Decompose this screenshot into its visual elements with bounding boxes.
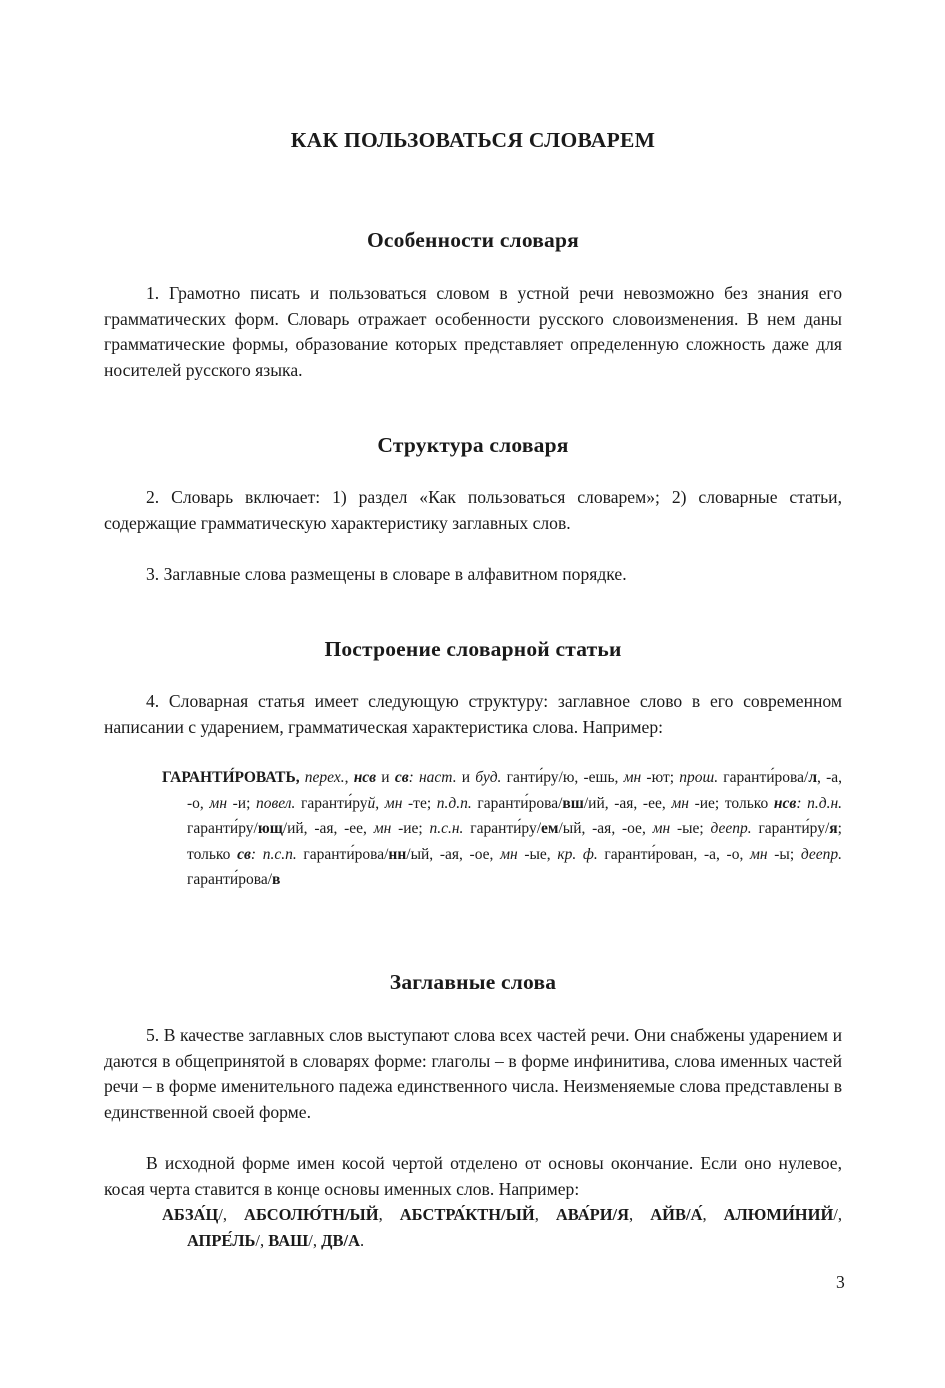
text-run: /ий, -ая, -ее, — [583, 794, 672, 812]
text-run: /, — [218, 1205, 245, 1224]
text-run: мн — [384, 794, 403, 812]
text-run: гаранти́ру/ — [751, 820, 830, 837]
text-run: мн — [373, 820, 392, 837]
text-run: мн — [750, 845, 768, 863]
text-run: мн — [671, 794, 689, 812]
text-run: мн — [623, 769, 642, 786]
page-number: 3 — [836, 1272, 845, 1292]
text-run: гаранти́ру — [295, 794, 368, 812]
text-run: АВА́РИ/Я — [555, 1205, 630, 1224]
text-run: л — [808, 769, 818, 786]
text-run: ДВ/А — [321, 1230, 360, 1250]
text-run: ; только — [187, 820, 842, 863]
heading-headwords: Заглавные слова — [389, 970, 557, 994]
text-run: св — [237, 845, 251, 863]
text-run: мн — [209, 794, 228, 812]
text-run: ем — [541, 820, 559, 837]
text-run: нсв — [773, 794, 797, 812]
text-run: . — [359, 1230, 365, 1250]
paragraph-5: 5. В качестве заглавных слов выступают слова всех частей речи. Они снабжены ударением и даются в общепринятой в словарях форме: глаголы – в форме инфинитива, слова именных частей речи – в форме именительного падежа единственного числа. Неизменяемые слова представлены в единственной своей форме. — [104, 1025, 842, 1122]
text-run: гаранти́рова/ — [718, 769, 809, 786]
text-run: й — [367, 794, 376, 812]
text-run: , -а, -о, — [187, 769, 843, 812]
text-run: ющ — [257, 820, 283, 837]
text-run: гаранти́ру/ — [463, 820, 542, 837]
heading-structure: Структура словаря — [377, 433, 569, 457]
text-run: : п.д.н. — [796, 794, 843, 812]
text-run: гаранти́рова/ — [471, 794, 563, 812]
text-run: : п.с.п. — [250, 845, 297, 863]
text-run: -ы; — [767, 845, 801, 863]
text-run: -и; — [227, 794, 257, 812]
text-run: в — [272, 871, 281, 888]
text-run: повел. — [256, 794, 296, 812]
text-run: -ые; — [670, 820, 711, 837]
text-run: : наст. — [408, 769, 457, 786]
text-run: ганти́ру/ю, -ешь, — [501, 769, 624, 786]
heading-entry-structure: Построение словарной статьи — [324, 637, 622, 661]
text-run: гаранти́ру/ — [187, 820, 258, 837]
text-run: АЛЮМИ́НИЙ — [723, 1205, 834, 1224]
text-run: -ют; — [641, 769, 680, 786]
text-run: АПРЕ́ЛЬ — [187, 1230, 256, 1250]
text-run: АБСОЛЮ́ТН/ЫЙ — [244, 1205, 379, 1224]
text-run: /ый, -ая, -ое, — [558, 820, 653, 837]
text-run: /ий, -ая, -ее, — [282, 820, 374, 837]
text-run: кр. ф. — [557, 845, 598, 863]
paragraph-1: 1. Грамотно писать и пользоваться словом в устной речи невозможно без знания его грамматических форм. Словарь отражает особенности русского словоизменения. В нем даны грамматические формы, образование которых представляет определенную сложность даже для носителей русского языка. — [104, 283, 842, 380]
paragraph-4: 4. Словарная статья имеет следующую структуру: заглавное слово в его современном написании с ударением, грамматическая характеристика слова. Например: — [104, 691, 842, 737]
text-run: -ие; — [391, 820, 430, 837]
text-run: АБЗА́Ц — [162, 1205, 219, 1224]
text-run: , — [534, 1205, 556, 1224]
dictionary-entry-example — [162, 765, 842, 893]
text-run: мн — [652, 820, 671, 837]
text-run: перех. — [304, 769, 345, 786]
text-run: -ие; только — [688, 794, 774, 812]
text-run: , — [344, 769, 354, 786]
text-run: и — [376, 769, 395, 786]
text-run: /, — [255, 1230, 269, 1250]
text-run: св — [394, 769, 409, 786]
text-run: , — [629, 1205, 651, 1224]
paragraph-6: В исходной форме имен косой чертой отделено от основы окончание. Если оно нулевое, косая черта ставится в конце основы именных слов. Например: — [104, 1153, 842, 1199]
text-run: гаранти́рова/ — [296, 845, 389, 863]
text-run: п.д.п. — [436, 794, 472, 812]
text-run: -те; — [402, 794, 437, 812]
page-title: КАК ПОЛЬЗОВАТЬСЯ СЛОВАРЕМ — [290, 128, 656, 152]
text-run: /ый, -ая, -ое, — [406, 845, 501, 863]
text-run: ГАРАНТИ́РОВАТЬ, — [162, 769, 300, 786]
text-run: АЙВ/А́ — [650, 1205, 703, 1224]
text-run: нсв — [353, 769, 377, 786]
text-run: буд. — [475, 769, 502, 786]
text-run: я — [829, 820, 838, 837]
text-run: гаранти́рова/ — [187, 871, 273, 888]
paragraph-3: 3. Заглавные слова размещены в словаре в алфавитном порядке. — [146, 564, 627, 584]
heading-features: Особенности словаря — [367, 228, 579, 252]
text-run: /, — [833, 1205, 843, 1224]
text-run: гаранти́рован, -а, -о, — [597, 845, 750, 863]
text-run: мн — [500, 845, 518, 863]
text-run: , — [375, 794, 385, 812]
text-run: п.с.н. — [429, 820, 464, 837]
text-run: , — [378, 1205, 400, 1224]
text-run: вш — [562, 794, 584, 812]
text-run: деепр. — [800, 845, 842, 863]
text-run: АБСТРА́КТН/ЫЙ — [399, 1205, 535, 1224]
text-run: деепр. — [710, 820, 752, 837]
text-run: -ые, — [517, 845, 558, 863]
text-run: нн — [388, 845, 407, 863]
text-run: и — [456, 769, 476, 786]
paragraph-2: 2. Словарь включает: 1) раздел «Как пользоваться словарем»; 2) словарные статьи, содержащие грамматическую характеристику заглавных слов. — [104, 487, 842, 533]
headwords-example — [162, 1202, 842, 1253]
text-run: , — [702, 1205, 724, 1224]
text-run: /, — [308, 1230, 322, 1250]
text-run: ВАШ — [268, 1230, 309, 1250]
text-run: прош. — [679, 769, 719, 786]
